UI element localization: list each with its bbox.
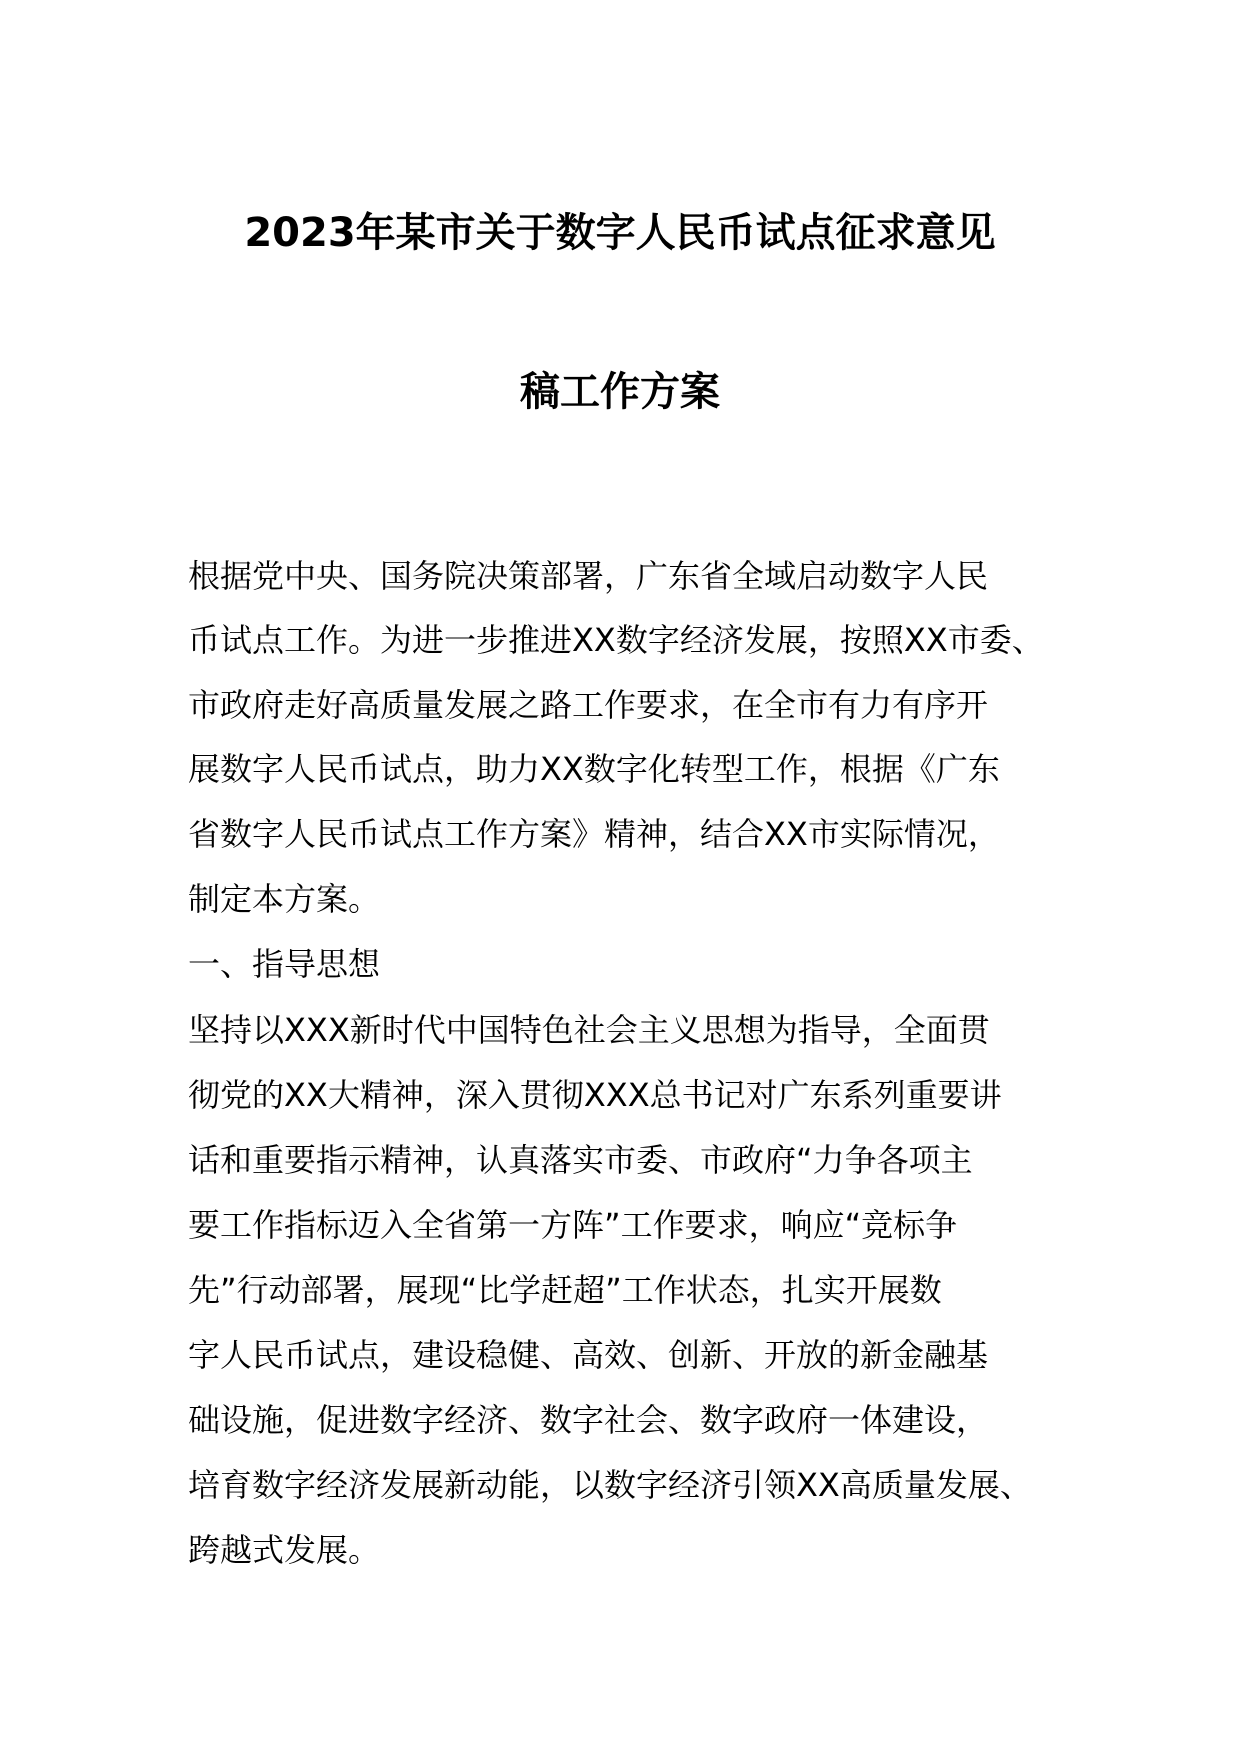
paragraph-line: 坚持以XXX新时代中国特色社会主义思想为指导，全面贯: [188, 1011, 990, 1049]
paragraph-line: 要工作指标迈入全省第一方阵”工作要求，响应“竞标争: [188, 1206, 958, 1244]
paragraph-line: 市政府走好高质量发展之路工作要求，在全市有力有序开: [188, 686, 989, 724]
paragraph-line: 培育数字经济发展新动能，以数字经济引领XX高质量发展、: [188, 1466, 1032, 1504]
paragraph-line: 省数字人民币试点工作方案》精神，结合XX市实际情况，: [188, 815, 1000, 853]
paragraph-line: 展数字人民币试点，助力XX数字化转型工作，根据《广东: [188, 750, 1000, 788]
paragraph-line: 话和重要指示精神，认真落实市委、市政府“力争各项主: [188, 1141, 973, 1179]
paragraph-line: 础设施，促进数字经济、数字社会、数字政府一体建设，: [188, 1401, 989, 1439]
document-title-line-1: 2023年某市关于数字人民币试点征求意见: [244, 210, 996, 256]
section-heading: 一、指导思想: [188, 945, 381, 983]
paragraph-line: 制定本方案。: [188, 880, 381, 918]
paragraph-line: 根据党中央、国务院决策部署，广东省全域启动数字人民: [188, 557, 989, 595]
paragraph-line: 先”行动部署，展现“比学赶超”工作状态，扎实开展数: [188, 1271, 942, 1309]
document-title-line-2: 稿工作方案: [520, 369, 720, 415]
paragraph-line: 跨越式发展。: [188, 1531, 381, 1569]
paragraph-line: 彻党的XX大精神，深入贯彻XXX总书记对广东系列重要讲: [188, 1076, 1002, 1114]
paragraph-line: 字人民币试点，建设稳健、高效、创新、开放的新金融基: [188, 1336, 989, 1374]
paragraph-line: 币试点工作。为进一步推进XX数字经济发展，按照XX市委、: [188, 621, 1044, 659]
